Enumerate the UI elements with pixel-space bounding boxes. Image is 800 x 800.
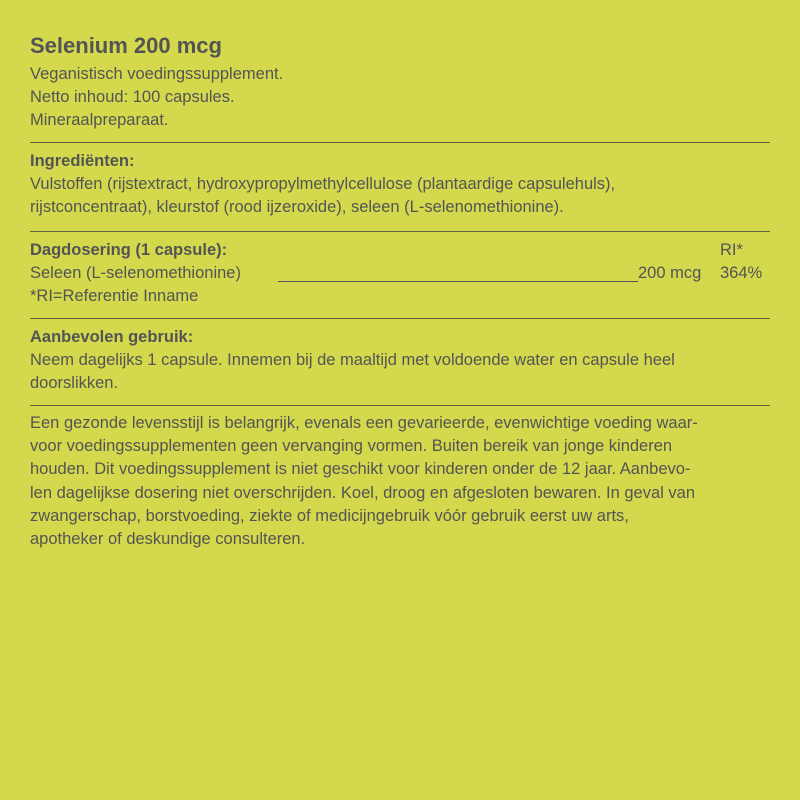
section-divider xyxy=(30,405,770,406)
usage-line: Neem dagelijks 1 capsule. Innemen bij de maaltijd met voldoende water en capsule heel xyxy=(30,351,675,370)
ingredients-line: Vulstoffen (rijstextract, hydroxypropylmethylcellulose (plantaardige capsulehuls), xyxy=(30,175,616,194)
usage-line: doorslikken. xyxy=(30,374,119,393)
usage-section xyxy=(30,326,770,396)
warnings-line: apotheker of deskundige consulteren. xyxy=(30,530,306,549)
warnings-section xyxy=(30,412,770,551)
ingredients-heading: Ingrediënten: xyxy=(30,152,135,170)
dosage-amount: 200 mcg xyxy=(638,264,702,283)
ri-column-header: RI* xyxy=(720,241,743,259)
dosage-ri-value: 364% xyxy=(720,264,763,283)
section-divider xyxy=(30,318,770,319)
usage-heading: Aanbevolen gebruik: xyxy=(30,328,194,346)
section-divider xyxy=(30,231,770,232)
ingredients-line: rijstconcentraat), kleurstof (rood ijzeroxide), seleen (L-selenomethionine). xyxy=(30,198,564,217)
intro-line: Mineraalpreparaat. xyxy=(30,111,169,130)
product-title: Selenium 200 mcg xyxy=(30,33,222,58)
warnings-line: houden. Dit voedingssupplement is niet geschikt voor kinderen onder de 12 jaar. Aanbevo- xyxy=(30,460,691,479)
dosage-leader-line xyxy=(278,281,638,282)
warnings-line: voor voedingssupplementen geen vervanging vormen. Buiten bereik van jonge kinderen xyxy=(30,437,673,456)
product-intro xyxy=(30,63,770,133)
intro-line: Veganistisch voedingssupplement. xyxy=(30,65,284,83)
section-divider xyxy=(30,142,770,143)
intro-line: Netto inhoud: 100 capsules. xyxy=(30,88,235,107)
warnings-line: len dagelijkse dosering niet overschrijden. Koel, droog en afgesloten bewaren. In geval van xyxy=(30,483,696,502)
warnings-line: zwangerschap, borstvoeding, ziekte of medicijngebruik vóór gebruik eerst uw arts, xyxy=(30,506,629,525)
ingredients-section xyxy=(30,150,770,220)
dosage-footnote: *RI=Referentie Inname xyxy=(30,287,199,306)
dosage-section xyxy=(30,239,770,309)
dosage-ingredient-name: Seleen (L-selenomethionine) xyxy=(30,264,241,283)
dosage-heading: Dagdosering (1 capsule): xyxy=(30,241,228,259)
dosage-row xyxy=(30,262,770,285)
warnings-line: Een gezonde levensstijl is belangrijk, evenals een gevarieerde, evenwichtige voeding waar- xyxy=(30,414,698,432)
